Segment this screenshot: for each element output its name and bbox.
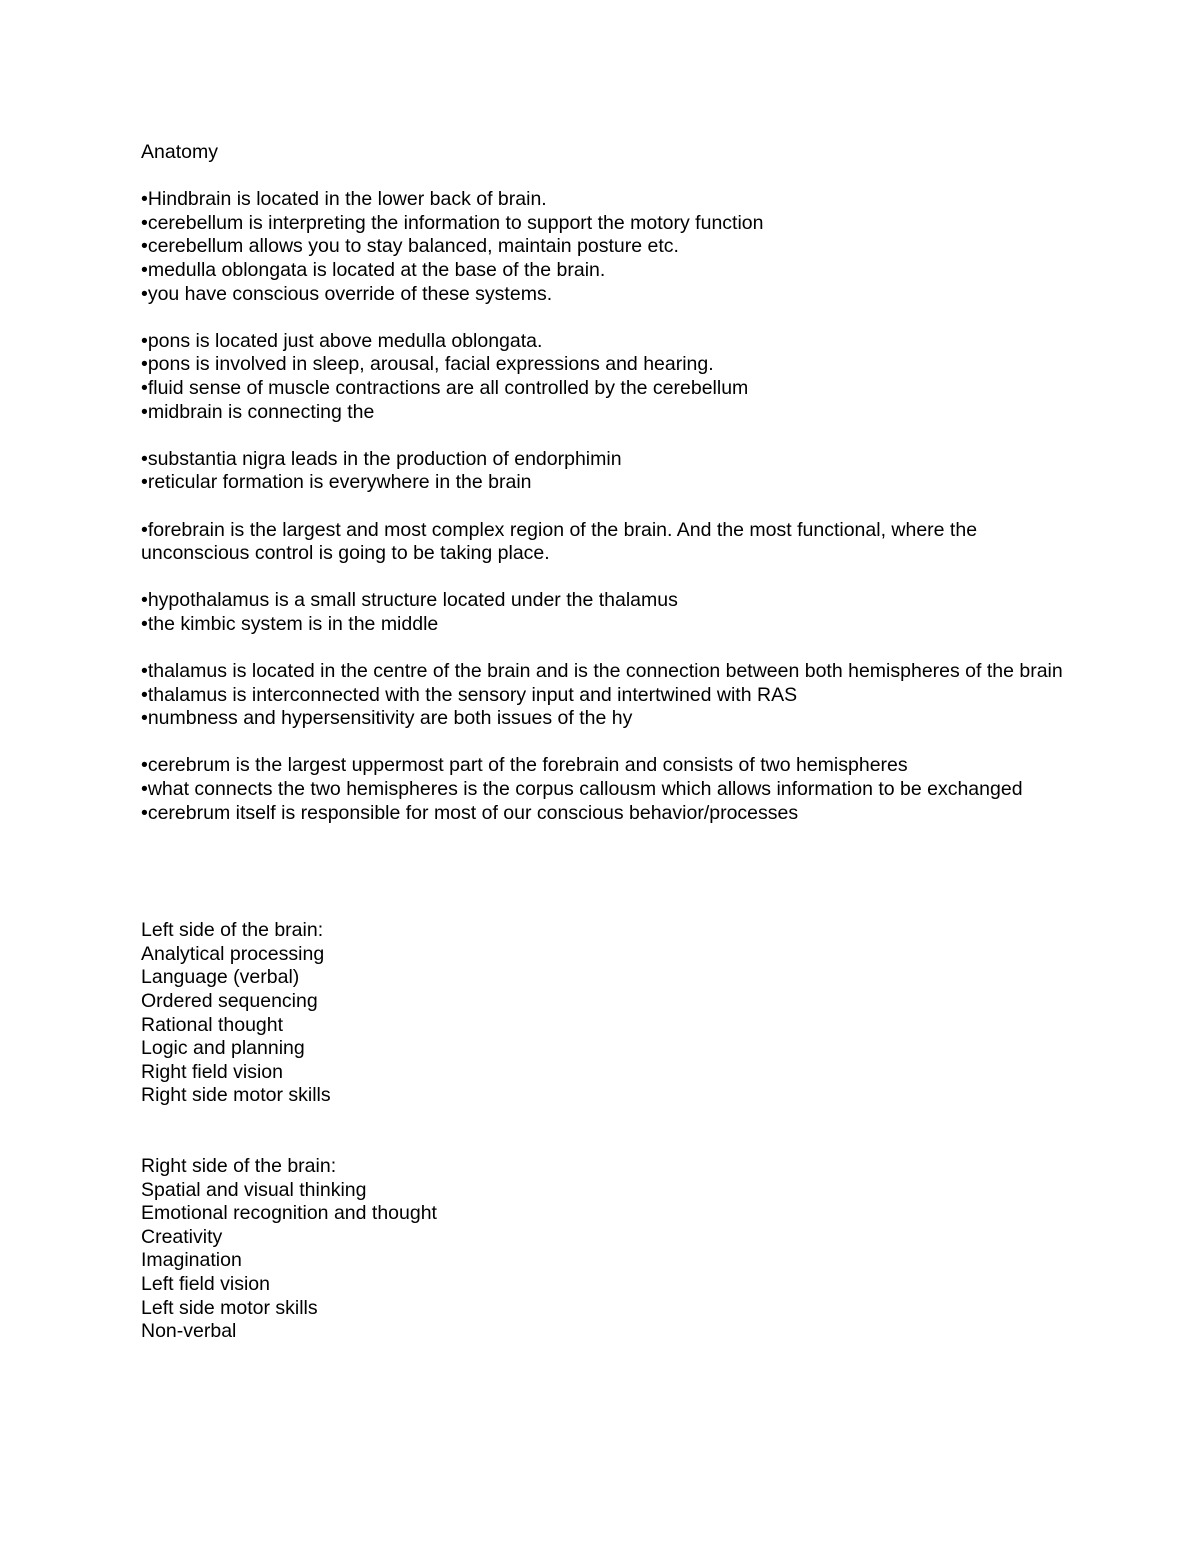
bullet-line: •reticular formation is everywhere in the brain xyxy=(141,471,532,494)
bullet-group-forebrain xyxy=(141,519,1071,566)
bullet-line: •cerebrum itself is responsible for most of our conscious behavior/processes xyxy=(141,801,799,824)
bullet-line: •you have conscious override of these systems. xyxy=(141,282,553,305)
bullet-line: •thalamus is interconnected with the sensory input and intertwined with RAS xyxy=(141,683,798,706)
bullet-group-thalamus xyxy=(141,660,1071,731)
document-title: Anatomy xyxy=(141,141,218,163)
list-item: Creativity xyxy=(141,1225,223,1248)
bullet-line: •numbness and hypersensitivity are both issues of the hy xyxy=(141,707,633,730)
document-page xyxy=(141,141,1071,1344)
list-item: Right side motor skills xyxy=(141,1084,331,1107)
list-item: Left field vision xyxy=(141,1272,270,1295)
list-item: Rational thought xyxy=(141,1013,284,1036)
bullet-line: •pons is involved in sleep, arousal, facial expressions and hearing. xyxy=(141,353,714,376)
list-item: Spatial and visual thinking xyxy=(141,1178,367,1201)
left-side-list xyxy=(141,919,1071,1108)
bullet-line: •cerebellum is interpreting the information to support the motory function xyxy=(141,211,764,234)
bullet-line: •hypothalamus is a small structure located under the thalamus xyxy=(141,589,678,612)
bullet-line: •the kimbic system is in the middle xyxy=(141,612,439,635)
list-item: Ordered sequencing xyxy=(141,990,318,1012)
bullet-line: •Hindbrain is located in the lower back of brain. xyxy=(141,188,547,211)
bullet-group-pons xyxy=(141,330,1071,424)
bullet-line: •medulla oblongata is located at the base of the brain. xyxy=(141,258,606,281)
list-item: Language (verbal) xyxy=(141,966,300,989)
blank-space xyxy=(141,825,1071,919)
right-side-list xyxy=(141,1155,1071,1344)
left-side-heading: Left side of the brain: xyxy=(141,919,324,942)
bullet-line: •what connects the two hemispheres is the corpus callousm which allows information to be exchanged xyxy=(141,778,1023,801)
bullet-line: •substantia nigra leads in the production of endorphimin xyxy=(141,447,622,470)
bullet-group-substantia-nigra xyxy=(141,448,1071,495)
right-side-heading: Right side of the brain: xyxy=(141,1154,337,1177)
list-item: Emotional recognition and thought xyxy=(141,1202,437,1225)
bullet-line: •thalamus is located in the centre of the brain and is the connection between both hemispheres of the brain xyxy=(141,660,1063,683)
bullet-line: •cerebrum is the largest uppermost part of the forebrain and consists of two hemispheres xyxy=(141,754,908,777)
bullet-group-hindbrain xyxy=(141,188,1071,306)
bullet-group-hypothalamus xyxy=(141,589,1071,636)
bullet-group-cerebrum xyxy=(141,754,1071,825)
list-item: Non-verbal xyxy=(141,1320,237,1343)
list-item: Imagination xyxy=(141,1249,242,1272)
bullet-line: •fluid sense of muscle contractions are all controlled by the cerebellum xyxy=(141,376,749,399)
bullet-line: •forebrain is the largest and most complex region of the brain. And the most functional, where the unconscious control is going to be taking place. xyxy=(141,518,978,565)
bullet-line: •midbrain is connecting the xyxy=(141,400,375,423)
blank-space xyxy=(141,1108,1071,1155)
bullet-line: •cerebellum allows you to stay balanced, maintain posture etc. xyxy=(141,235,679,258)
list-item: Right field vision xyxy=(141,1060,283,1083)
bullet-line: •pons is located just above medulla oblongata. xyxy=(141,329,543,352)
list-item: Left side motor skills xyxy=(141,1296,318,1319)
list-item: Logic and planning xyxy=(141,1037,305,1060)
list-item: Analytical processing xyxy=(141,942,325,965)
